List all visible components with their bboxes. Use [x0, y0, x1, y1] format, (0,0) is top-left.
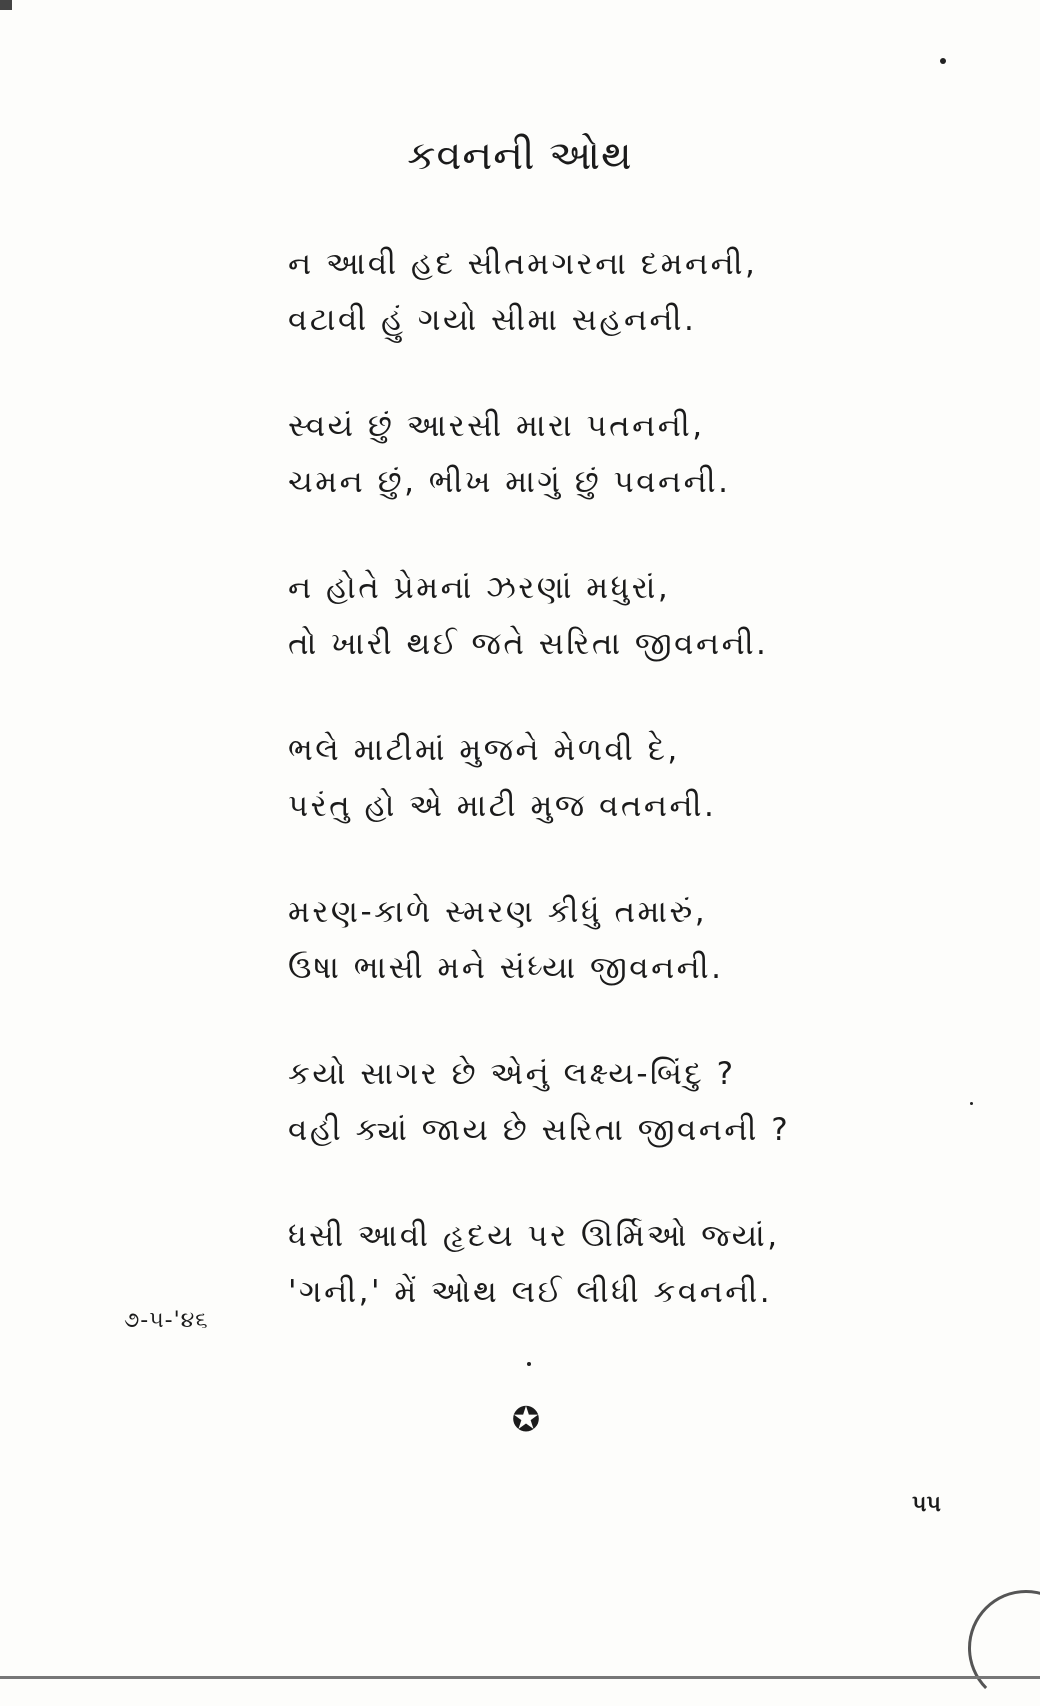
- poem-line: ન હોતે પ્રેમનાં ઝરણાં મધુરાં,: [288, 570, 671, 606]
- poem-line: ઉષા ભાસી મને સંધ્યા જીવનની.: [288, 950, 724, 986]
- page-number: ૫૫: [912, 1492, 941, 1517]
- poem-line: વટાવી હું ગયો સીમા સહનની.: [288, 302, 697, 338]
- poem-body: [288, 236, 791, 1370]
- scan-bottom-edge: [0, 1676, 1040, 1679]
- poem-line: ચમન છું, ભીખ માગું છું પવનની.: [288, 464, 731, 500]
- poem-line: 'ગની,' મેં ઓથ લઈ લીધી કવનની.: [288, 1274, 773, 1310]
- ink-speck: [527, 1362, 531, 1366]
- poem-line: ભલે માટીમાં મુજને મેળવી દે,: [288, 732, 680, 768]
- poem-line: તો ખારી થઈ જતે સરિતા જીવનની.: [288, 626, 769, 662]
- ink-speck: [970, 1102, 973, 1105]
- star-ornament-icon: ✪: [511, 1400, 541, 1440]
- stanza: [288, 398, 788, 510]
- poem-line: ધસી આવી હૃદય પર ઊર્મિઓ જ્યાં,: [288, 1218, 780, 1254]
- poem-line: વહી ક્યાં જાય છે સરિતા જીવનની ?: [288, 1112, 791, 1148]
- poem-title: કવનની ઓથ: [407, 133, 633, 179]
- stanza: [288, 1208, 788, 1320]
- poem-line: પરંતુ હો એ માટી મુજ વતનની.: [288, 788, 717, 824]
- ink-speck: [940, 58, 946, 64]
- poem-line: ન આવી હદ સીતમગરના દમનની,: [288, 246, 758, 282]
- scan-edge-mark: [0, 0, 12, 10]
- stanza: [288, 884, 788, 996]
- poem-line: સ્વયં છું આરસી મારા પતનની,: [288, 408, 705, 444]
- stanza: [288, 1046, 791, 1158]
- poem-date: ૭-૫-'૪૬: [124, 1308, 209, 1333]
- poem-line: કયો સાગર છે એનું લક્ષ્ય-બિંદુ ?: [288, 1056, 736, 1092]
- stanza: [288, 236, 788, 348]
- page-curl-mark: [968, 1590, 1040, 1706]
- stanza: [288, 560, 788, 672]
- stanza: [288, 722, 788, 834]
- poem-line: મરણ-કાળે સ્મરણ કીધું તમારું,: [288, 894, 708, 930]
